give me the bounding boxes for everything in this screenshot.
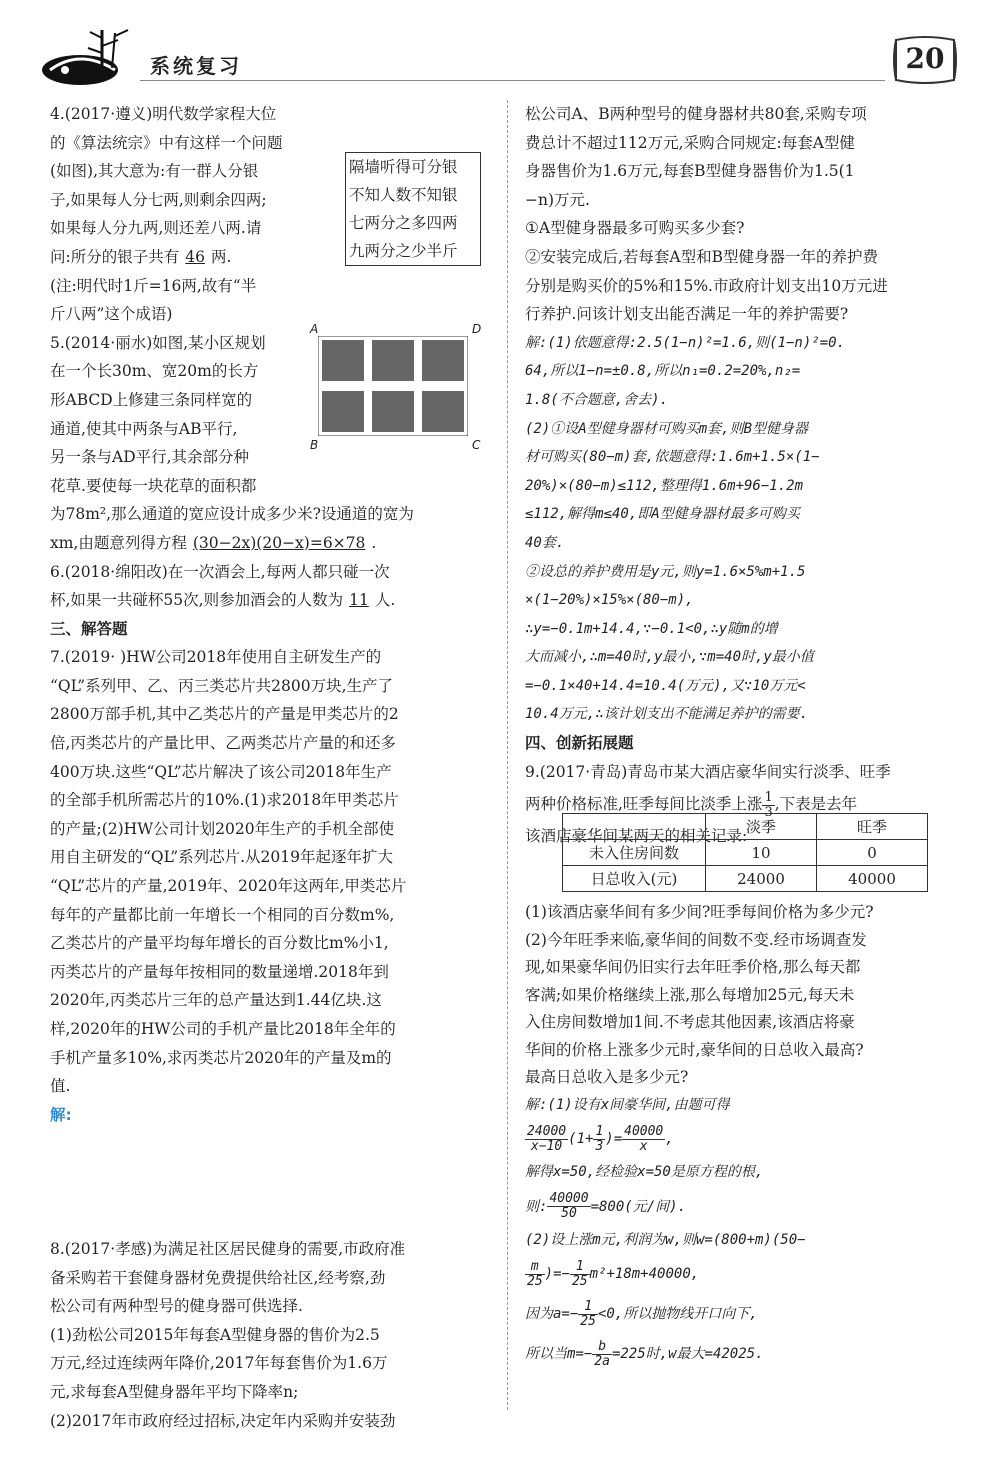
q7-line: “QL”系列甲、乙、丙三类芯片共2800万块,生产了 [50, 676, 394, 695]
numerator: m [525, 1260, 545, 1275]
numerator: 1 [570, 1260, 590, 1275]
q5-line: 另一条与AD平行,其余部分种 [50, 448, 250, 467]
q7-line: 丙类芯片的产量每年按相同的数量递增.2018年到 [50, 962, 389, 981]
fraction [593, 1125, 605, 1154]
page-header [0, 0, 1000, 100]
q9-question-line: 现,如果豪华间仍旧实行去年旺季价格,那么每天都 [525, 958, 861, 976]
q8-cont-line: ②安装完成后,若每套A型和B型健身器一年的养护费 [525, 247, 879, 266]
q9-question-line: 华间的价格上涨多少元时,豪华间的日总收入最高? [525, 1040, 864, 1059]
q4-text: 问:所分的银子共有 [50, 247, 180, 266]
q9-solution-line [525, 1334, 955, 1374]
poem-line: 七两分之多四两 [349, 214, 458, 232]
rectangle-figure [318, 336, 468, 436]
q8-solution-line: 40套. [525, 534, 565, 551]
q9-text: ,下表是去年 [774, 795, 858, 814]
q4-line: 的《算法统宗》中有这样一个问题 [50, 133, 283, 152]
q6-answer: 11 [349, 591, 369, 610]
q9-solution-line: 解:(1)设有x间豪华间,由题可得 [525, 1096, 730, 1113]
q4-line: 如果每人分九两,则还差八两.请 [50, 219, 262, 238]
q9-solution-line [525, 1294, 955, 1334]
numerator: 40000 [549, 1191, 589, 1206]
table-row [563, 866, 928, 892]
q4-line: 斤八两”这个成语) [50, 305, 173, 324]
q8-cont-line: 分别是购买价的5%和15%.市政府计划支出10万元进 [525, 276, 888, 295]
numerator: 40000 [624, 1123, 664, 1139]
denominator: 25 [527, 1273, 543, 1289]
denominator: 3 [595, 1138, 604, 1154]
table-row [563, 814, 928, 840]
table-cell: 0 [817, 840, 928, 866]
q9-solution-line [525, 1119, 955, 1159]
denominator: x [639, 1138, 648, 1154]
q8-solution-line: 材可购买(80−m)套,依题意得:1.6m+1.5×(1− [525, 449, 820, 466]
q8-solution-line: 64,所以1−n=±0.8,所以n₁=0.2=20%,n₂= [525, 363, 801, 380]
q9-solution-line [525, 1187, 955, 1227]
q8-solution-line: ≤112,解得m≤40,即A型健身器材最多可购买 [525, 506, 800, 523]
record-table [562, 813, 928, 892]
q4-text: 两. [210, 247, 232, 266]
q6-text: 杯,如果一共碰杯55次,则参加酒会的人数为 [50, 591, 344, 610]
table-header-cell: 旺季 [817, 814, 928, 840]
q7-line: 乙类芯片的产量平均每年增长的百分数比m%小1, [50, 934, 389, 953]
fraction [578, 1300, 598, 1329]
right-column [525, 100, 955, 851]
q7-line: 值. [50, 1077, 71, 1096]
numerator: 1 [578, 1300, 598, 1315]
q8-solution-line: 1.8(不合题意,舍去). [525, 391, 669, 408]
table-header-cell [563, 814, 706, 840]
q9-text: )=− [544, 1266, 570, 1282]
q8-cont-line: ①A型健身器最多可购买多少套? [525, 219, 745, 238]
q9-text: )= [605, 1131, 623, 1147]
numerator: 1 [764, 789, 773, 805]
q9-question-line: (2)今年旺季来临,豪华间的间数不变.经市场调查发 [525, 930, 867, 949]
q8-solution-line: ×(1−20%)×15%×(80−m), [525, 592, 694, 609]
poem-line: 九两分之少半斤 [349, 242, 458, 260]
q4-line: (如图),其大意为:有一群人分银 [50, 162, 259, 181]
vertex-label-b: B [310, 438, 319, 452]
q8-line: 元,求每套A型健身器年平均下降率n; [50, 1382, 299, 1401]
section-heading-4: 四、创新拓展题 [525, 734, 634, 753]
q9-line: 该酒店豪华间某两天的相关记录: [525, 827, 748, 846]
q8-solution-line: 10.4万元,∴该计划支出不能满足养护的需要. [525, 706, 808, 723]
q8-cont-line: 费总计不超过112万元,采购合同规定:每套A型健 [525, 133, 855, 152]
header-rule [140, 80, 885, 81]
page-number-badge [890, 36, 960, 86]
q8-solution-line: ∴y=−0.1m+14.4,∵−0.1<0,∴y随m的增 [525, 620, 778, 637]
q8-solution-line: ②设总的养护费用是y元,则y=1.6×5%m+1.5 [525, 563, 806, 580]
table-cell: 24000 [706, 866, 817, 892]
table-cell: 40000 [817, 866, 928, 892]
q8-solution-line: 大而减小,∴m=40时,y最小,∵m=40时,y最小值 [525, 649, 814, 666]
q9-text: m²+18m+40000, [589, 1266, 700, 1282]
q9-text: 因为a=− [525, 1306, 579, 1322]
numerator: 1 [595, 1123, 604, 1139]
numerator: 24000 [527, 1123, 567, 1139]
vertex-label-c: C [472, 438, 481, 452]
q9-text: (1+ [568, 1131, 594, 1147]
fraction [592, 1340, 612, 1369]
denominator: 2a [594, 1353, 610, 1369]
q5-line: 通道,使其中两条与AB平行, [50, 419, 238, 438]
q5-text: . [371, 533, 377, 552]
denominator: 50 [561, 1206, 577, 1221]
q7-line: 每年的产量都比前一年增长一个相同的百分数m%, [50, 905, 395, 924]
table-cell: 日总收入(元) [563, 866, 706, 892]
q9-text: <0,所以抛物线开口向下, [597, 1306, 758, 1322]
q7-line: 400万块.这些“QL”芯片解决了该公司2018年生产 [50, 762, 392, 781]
q7-solution-label: 解: [50, 1105, 72, 1124]
q5-line [50, 529, 490, 558]
table-row [563, 840, 928, 866]
q8-solution-line: (2)①设A型健身器材可购买m套,则B型健身器 [525, 420, 808, 437]
q5-line: 花草.要使每一块花草的面积都 [50, 476, 257, 495]
fraction [570, 1260, 590, 1289]
q9-text: 则: [525, 1198, 548, 1215]
q7-line: “QL”芯片的产量,2019年、2020年这两年,甲类芯片 [50, 877, 407, 896]
q5-line: 5.(2014·丽水)如图,某小区规划 [50, 333, 266, 352]
q8-line: (2)2017年市政府经过招标,决定年内采购并安装劲 [50, 1411, 396, 1430]
q4-line: 4.(2017·遵义)明代数学家程大位 [50, 105, 277, 123]
q5-answer: (30−2x)(20−x)=6×78 [192, 533, 366, 552]
denominator: 25 [580, 1313, 596, 1329]
denominator: 25 [571, 1273, 588, 1289]
q6-line: 6.(2018·绵阳改)在一次酒会上,每两人都只碰一次 [50, 562, 390, 581]
denominator: 3 [764, 804, 773, 820]
q8-solution-line: 解:(1)依题意得:2.5(1−n)²=1.6,则(1−n)²=0. [525, 334, 846, 351]
q9-line: 9.(2017·青岛)青岛市某大酒店豪华间实行淡季、旺季 [525, 762, 891, 781]
table-cell: 10 [706, 840, 817, 866]
q9-solution-line: (2)设上涨m元,利润为w,则w=(800+m)(50− [525, 1231, 806, 1248]
vertex-label-d: D [472, 322, 482, 336]
q8-cont-line: 身器售价为1.6万元,每套B型健身器售价为1.5(1 [525, 162, 855, 181]
q4-line: 子,如果每人分七两,则剩余四两; [50, 190, 267, 209]
q9-text: =800(元/间). [590, 1198, 687, 1215]
q7-line: 2020年,丙类芯片三年的总产量达到1.44亿块.这 [50, 991, 382, 1010]
q9-solution-line [525, 1254, 955, 1294]
q9-text: 两种价格标准,旺季每间比淡季上涨 [525, 795, 763, 814]
q7-line: 的产量;(2)HW公司计划2020年生产的手机全部使 [50, 819, 395, 838]
q8-cont-line: −n)万元. [525, 190, 590, 209]
q5-line: 形ABCD上修建三条同样宽的 [50, 390, 253, 409]
q8-line: (1)劲松公司2015年每套A型健身器的售价为2.5 [50, 1325, 380, 1344]
q7-line: 样,2020年的HW公司的手机产量比2018年全年的 [50, 1020, 396, 1038]
page-number: 20 [905, 42, 945, 75]
q8-solution-line: =−0.1×40+14.4=10.4(万元),又∵10万元< [525, 677, 806, 694]
vertex-label-a: A [310, 322, 319, 336]
q9-text: 所以当m=− [525, 1346, 593, 1362]
q7-line: 2800万部手机,其中乙类芯片的产量是甲类芯片的2 [50, 705, 399, 724]
q8-cont-line: 松公司A、B两种型号的健身器材共80套,采购专项 [525, 105, 867, 123]
q8-block [50, 1235, 490, 1435]
fraction [525, 1260, 545, 1289]
q8-line: 松公司有两种型号的健身器可供选择. [50, 1297, 303, 1316]
table-cell: 未入住房间数 [563, 840, 706, 866]
section-heading-3: 三、解答题 [50, 619, 128, 638]
fraction [525, 1125, 568, 1154]
numerator: b [592, 1340, 612, 1355]
q5-line: 为78m²,那么通道的宽应设计成多少米?设通道的宽为 [50, 505, 414, 524]
q5-text: xm,由题意列得方程 [50, 533, 187, 552]
q6-line [50, 586, 490, 615]
q7-line: 的全部手机所需芯片的10%.(1)求2018年甲类芯片 [50, 791, 399, 810]
q8-solution-line: 20%)×(80−m)≤112,整理得1.6m+96−1.2m [525, 477, 804, 494]
q7-line: 用自主研发的“QL”系列芯片.从2019年起逐年扩大 [50, 848, 394, 867]
q5-line: 在一个长30m、宽20m的长方 [50, 362, 259, 381]
q9-text: , [665, 1131, 674, 1147]
q8-line: 备采购若干套健身器材免费提供给社区,经考察,劲 [50, 1268, 386, 1287]
header-title: 系统复习 [150, 54, 242, 78]
q6-text: 人. [374, 591, 396, 610]
q9-question-line: 入住房间数增加1间.不考虑其他因素,该酒店将豪 [525, 1013, 855, 1031]
q8-cont-line: 行养护.问该计划支出能否满足一年的养护需要? [525, 305, 849, 324]
table-header-cell: 淡季 [706, 814, 817, 840]
denominator: x−10 [530, 1138, 563, 1154]
q8-line: 万元,经过连续两年降价,2017年每套售价为1.6万 [50, 1354, 388, 1373]
bamboo-yinyang-logo-icon [40, 28, 140, 88]
fraction [547, 1192, 590, 1221]
q9-question-line: 最高日总收入是多少元? [525, 1068, 689, 1086]
poem-line: 不知人数不知银 [349, 186, 458, 204]
column-divider [507, 100, 508, 1410]
poem-line: 隔墙听得可分银 [349, 158, 458, 176]
poem-box [345, 152, 481, 266]
q7-line: 倍,丙类芯片的产量比甲、乙两类芯片产量的和还多 [50, 734, 396, 753]
q9-question-line: 客满;如果价格继续上涨,那么每增加25元,每天未 [525, 985, 855, 1004]
q4-answer: 46 [185, 247, 205, 266]
q7-line: 手机产量多10%,求丙类芯片2020年的产量及m的 [50, 1048, 392, 1067]
q7-line: 7.(2019· )HW公司2018年使用自主研发生产的 [50, 648, 382, 667]
fraction [622, 1125, 665, 1154]
q9-question-line: (1)该酒店豪华间有多少间?旺季每间价格为多少元? [525, 903, 874, 921]
q9-text: =225时,w最大=42025. [611, 1346, 764, 1362]
q8-line: 8.(2017·孝感)为满足社区居民健身的需要,市政府准 [50, 1240, 406, 1258]
q9-solution-line: 解得x=50,经检验x=50是原方程的根, [525, 1164, 764, 1180]
q4-line: (注:明代时1斤=16两,故有“半 [50, 276, 257, 295]
q9-questions [525, 899, 955, 1374]
garden-diagram [318, 336, 468, 436]
